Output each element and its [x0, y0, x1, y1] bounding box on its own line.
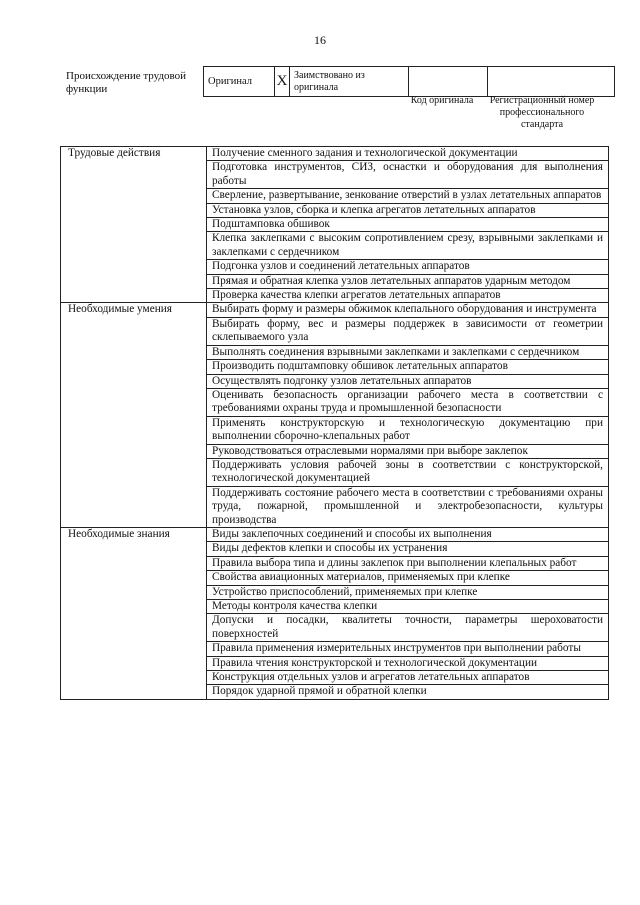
page-number: 16 [314, 33, 326, 47]
original-mark: X [275, 67, 290, 97]
table-row [61, 303, 609, 317]
list-item: Оценивать безопасность организации рабочего места в соответствии с требованиями охраны труда и промышленной безопасности [207, 388, 609, 416]
origin-label: Происхождение трудовой функции [66, 70, 187, 95]
list-item: Методы контроля качества клепки [207, 600, 609, 614]
list-item: Проверка качества клепки агрегатов летательных аппаратов [207, 289, 609, 303]
reg-number-caption: Регистрационный номер профессионального стандарта [489, 95, 595, 130]
list-item: Подштамповка обшивок [207, 218, 609, 232]
list-item: Сверление, развертывание, зенкование отверстий в узлах летательных аппаратов [207, 189, 609, 203]
list-item: Поддерживать состояние рабочего места в соответствии с требованиями охраны труда, пожарной, промышленной и электробезопасности, культуры производства [207, 486, 609, 527]
code-caption: Код оригинала [410, 95, 474, 106]
list-item: Правила чтения конструкторской и технологической документации [207, 656, 609, 670]
original-cell: Оригинал [204, 67, 275, 97]
list-item: Виды заклепочных соединений и способы их выполнения [207, 527, 609, 541]
list-item: Прямая и обратная клепка узлов летательных аппаратов ударным методом [207, 274, 609, 288]
table-row [61, 527, 609, 541]
code-cell [409, 67, 488, 97]
list-item: Поддерживать условия рабочей зоны в соответствии с конструкторской, технологической документацией [207, 458, 609, 486]
reg-number-cell [488, 67, 615, 97]
list-item: Подгонка узлов и соединений летательных аппаратов [207, 260, 609, 274]
list-item: Правила применения измерительных инструментов при выполнении работы [207, 642, 609, 656]
list-item: Правила выбора типа и длины заклепок при выполнении клепальных работ [207, 556, 609, 570]
list-item: Производить подштамповку обшивок летательных аппаратов [207, 360, 609, 374]
competency-table [60, 146, 609, 700]
list-item: Получение сменного задания и технологической документации [207, 147, 609, 161]
list-item: Осуществлять подгонку узлов летательных аппаратов [207, 374, 609, 388]
list-item: Виды дефектов клепки и способы их устранения [207, 542, 609, 556]
borrowed-cell: Заимствовано из оригинала [290, 67, 409, 97]
list-item: Руководствоваться отраслевыми нормалями при выборе заклепок [207, 444, 609, 458]
list-item: Порядок ударной прямой и обратной клепки [207, 685, 609, 699]
section-title: Необходимые знания [61, 527, 207, 699]
list-item: Выполнять соединения взрывными заклепками и заклепками с сердечником [207, 345, 609, 359]
origin-table [203, 66, 615, 97]
list-item: Применять конструкторскую и технологическую документацию при выполнении сборочно-клепальных работ [207, 416, 609, 444]
table-row [61, 147, 609, 161]
list-item: Установка узлов, сборка и клепка агрегатов летательных аппаратов [207, 203, 609, 217]
list-item: Выбирать форму и размеры обжимок клепального оборудования и инструмента [207, 303, 609, 317]
list-item: Клепка заклепками с высоким сопротивлением срезу, взрывными заклепками и заклепками с сердечником [207, 232, 609, 260]
section-title: Трудовые действия [61, 147, 207, 303]
section-title: Необходимые умения [61, 303, 207, 528]
list-item: Устройство приспособлений, применяемых при клепке [207, 585, 609, 599]
list-item: Конструкция отдельных узлов и агрегатов летательных аппаратов [207, 671, 609, 685]
list-item: Выбирать форму, вес и размеры поддержек в зависимости от геометрии склепываемого узла [207, 317, 609, 345]
list-item: Подготовка инструментов, СИЗ, оснастки и оборудования для выполнения работы [207, 161, 609, 189]
list-item: Допуски и посадки, квалитеты точности, параметры шероховатости поверхностей [207, 614, 609, 642]
list-item: Свойства авиационных материалов, применяемых при клепке [207, 571, 609, 585]
